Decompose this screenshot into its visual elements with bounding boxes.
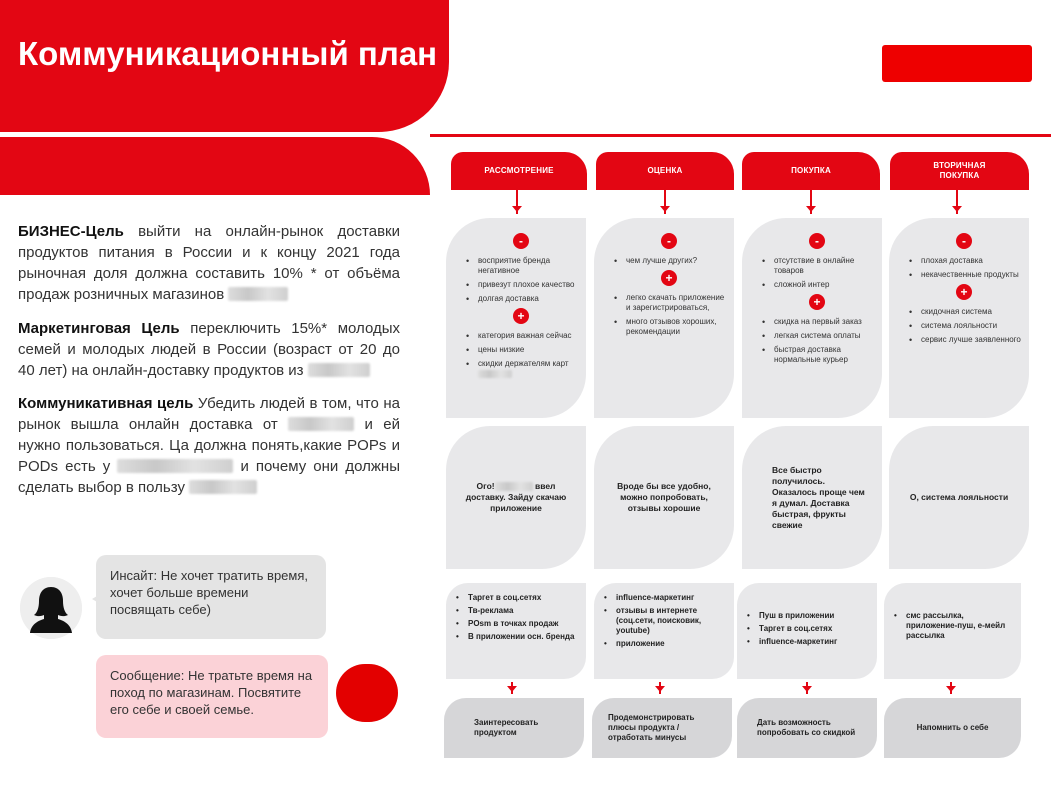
list-item: • скидочная система [907,307,1021,317]
list-item: • чем лучше других? [612,256,726,266]
channels-repeat-purchase [884,583,1021,679]
stage-card-repeat-purchase [889,218,1029,418]
list-item: • система лояльности [907,321,1021,331]
redacted-text [117,459,233,473]
list-item: • отзывы в интернете (соц.сети, поисковик, youtube) [604,606,724,636]
barriers-list [464,256,578,304]
list-item: • сервис лучше заявленного [907,335,1021,345]
arrow-down-icon [810,190,812,214]
drivers-list [464,331,578,379]
tab-evaluation: ОЦЕНКА [596,152,734,190]
marketing-goal: Маркетинговая Цель переключить 15%* молодых семей и молодых людей в России (возраст от 20 до 40 лет) на онлайн-доставку продуктов из [18,320,400,379]
list-item: • POsm в точках продаж [456,619,576,629]
list-item: • долгая доставка [464,294,578,304]
drivers-list [760,317,874,365]
tab-consideration: РАССМОТРЕНИЕ [451,152,587,190]
quote-purchase: Все быстро получилось. Оказалось проще чем я думал. Доставка быстрая, фрукты свежие [742,426,882,569]
channels-purchase [737,583,877,679]
business-goal: БИЗНЕС-Цель выйти на онлайн-рынок доставки продуктов питания в России и к концу 2021 года рыночная доля должна составить 10% * от объёма продаж розничных магазинов [18,223,400,303]
page-title: Коммуникационный план [18,35,438,72]
quote-repeat-purchase: О, система лояльности [889,426,1029,569]
list-item: • Тв-реклама [456,606,576,616]
arrow-down-icon [511,682,513,694]
drivers-list [612,293,726,337]
insight-bubble: Инсайт: Не хочет тратить время, хочет больше времени посвящать себе) [96,555,326,639]
list-item: • некачественные продукты [907,270,1021,280]
redacted-text [308,363,370,377]
barriers-list [612,256,726,266]
list-item: • восприятие бренда негативное [464,256,578,276]
minus-icon: - [661,233,677,249]
list-item: • приложение [604,639,724,649]
channels-evaluation [594,583,734,679]
logo-placeholder [882,45,1032,82]
channels-consideration [446,583,586,679]
redacted-text [228,287,288,301]
tab-repeat-purchase: ВТОРИЧНАЯ ПОКУПКА [890,152,1029,190]
decorative-stripe [0,137,430,195]
list-item: • Таргет в соц.сетях [747,624,867,634]
list-item: • привезут плохое качество [464,280,578,290]
barriers-list [907,256,1021,280]
plus-icon: + [661,270,677,286]
result-repeat-purchase: Напомнить о себе [884,698,1021,758]
plus-icon: + [513,308,529,324]
list-item: • быстрая доставка нормальные курьер [760,345,874,365]
result-consideration: Заинтересовать продуктом [444,698,584,758]
list-item: • легко скачать приложение и зарегистрироваться, [612,293,726,313]
barriers-list [760,256,874,290]
minus-icon: - [513,233,529,249]
communication-goal: Коммуникативная цель Убедить людей в том, что на рынок вышла онлайн доставка от и ей нужно пользоваться. Ца должна понять,какие POPs и PODs есть у и почему они должны сделать выбор в пользу [18,395,401,496]
divider-line [430,134,1051,137]
plus-icon: + [809,294,825,310]
drivers-list [907,307,1021,345]
stage-card-consideration [446,218,586,418]
result-purchase: Дать возможность попробовать со скидкой [737,698,877,758]
list-item: • скидки держателям карт [464,359,578,379]
stage-card-purchase [742,218,882,418]
arrow-down-icon [806,682,808,694]
list-item: • influence-маркетинг [747,637,867,647]
minus-icon: - [956,233,972,249]
arrow-down-icon [516,190,518,214]
person-icon [20,577,82,639]
list-item: • отсутствие в онлайне товаров [760,256,874,276]
result-evaluation: Продемонстрировать плюсы продукта / отработать минусы [592,698,732,758]
quote-consideration: Ого! ввел доставку. Зайду скачаю приложение [446,426,586,569]
list-item: • категория важная сейчас [464,331,578,341]
list-item: • плохая доставка [907,256,1021,266]
list-item: • смс рассылка, приложение-пуш, е-мейл рассылка [894,611,1011,641]
list-item: • influence-маркетинг [604,593,724,603]
tab-purchase: ПОКУПКА [742,152,880,190]
list-item: • Пуш в приложении [747,611,867,621]
list-item: • много отзывов хороших, рекомендации [612,317,726,337]
minus-icon: - [809,233,825,249]
redacted-text [288,417,354,431]
message-bubble: Сообщение: Не тратьте время на поход по магазинам. Посвятите его себе и своей семье. [96,655,328,738]
arrow-down-icon [956,190,958,214]
list-item: • сложной интер [760,280,874,290]
arrow-down-icon [659,682,661,694]
quote-evaluation: Вроде бы все удобно, можно попробовать, отзывы хорошие [594,426,734,569]
list-item: • В приложении осн. бренда [456,632,576,642]
redacted-text [189,480,257,494]
plus-icon: + [956,284,972,300]
stage-card-evaluation [594,218,734,418]
list-item: • скидка на первый заказ [760,317,874,327]
arrow-down-icon [664,190,666,214]
persona-avatar [20,577,82,639]
list-item: • цены низкие [464,345,578,355]
brand-mark-placeholder [336,664,398,722]
arrow-down-icon [950,682,952,694]
list-item: • Таргет в соц.сетях [456,593,576,603]
list-item: • легкая система оплаты [760,331,874,341]
